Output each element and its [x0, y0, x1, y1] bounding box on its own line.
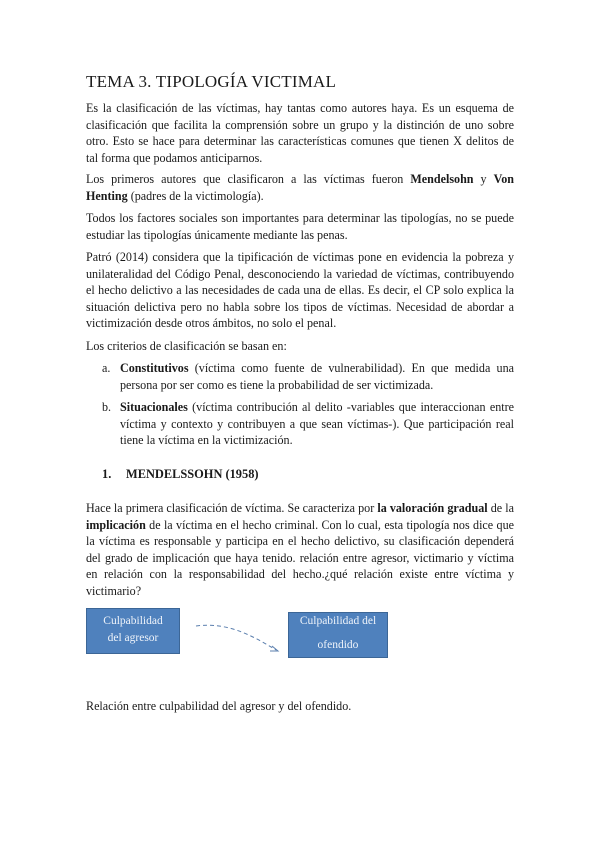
paragraph-criteria-intro: Los criterios de clasificación se basan en:: [86, 339, 287, 353]
diagram-box-offended-guilt: [288, 612, 388, 658]
criterion-description: (víctima como fuente de vulnerabilidad). En que medida una persona por ser como es tiene la probabilidad de ser victimizada.: [120, 361, 514, 392]
box-aggressor-line2: del agresor: [107, 632, 159, 644]
section-heading-text: MENDELSSOHN (1958): [126, 467, 259, 481]
page-title: TEMA 3. TIPOLOGÍA VICTIMAL: [86, 72, 337, 91]
box-offended-line1: Culpabilidad del: [299, 615, 377, 627]
paragraph-mendelssohn: [86, 500, 514, 600]
criterion-description: (víctima contribución al delito -variables que interaccionan entre víctima y contexto y contribuyen a que sean víctimas-). Que participación real tiene la víctima en la victimización.: [120, 400, 514, 448]
first-authors-conjunction: y: [473, 172, 494, 186]
emphasis-valoracion-gradual: la valoración gradual: [377, 501, 488, 515]
diagram-dashed-arrow: [180, 614, 290, 656]
paragraph-first-authors: [86, 171, 514, 204]
term-situacionales: Situacionales: [120, 400, 188, 414]
paragraph-patro: Patró (2014) considera que la tipificación de víctimas pone en evidencia la pobreza y unilateralidad del Código Penal, desconociendo la variedad de víctimas, contribuyendo el hecho delictivo a las necesidades de cada una de ellas. Es decir, el CP solo explica la situación delictiva pero no habla sobre los tipos de víctimas. Necesidad de abordar a victimización desde otros ámbitos, no solo el penal.: [86, 250, 514, 331]
term-constitutivos: Constitutivos: [120, 361, 189, 375]
box-offended-line2: ofendido: [317, 639, 359, 651]
emphasis-implicacion: implicación: [86, 517, 146, 532]
diagram-caption: Relación entre culpabilidad del agresor y del ofendido.: [86, 699, 352, 713]
author-mendelsohn: Mendelsohn: [410, 172, 474, 186]
list-marker: b.: [102, 400, 112, 414]
diagram-box-aggressor-guilt: [86, 608, 180, 654]
list-item-body: [120, 360, 514, 393]
paragraph-social-factors: Todos los factores sociales son importantes para determinar las tipologías, no se puede estudiar las tipologías únicamente mediante las penas.: [86, 211, 514, 242]
author-von-henting: Von Henting: [86, 172, 515, 203]
section-number: 1.: [102, 467, 112, 481]
list-marker: a.: [102, 361, 111, 375]
first-authors-lead: Los primeros autores que clasificaron a las víctimas fueron: [86, 172, 411, 186]
arrow-curve: [196, 625, 276, 650]
section-heading-mendelssohn: [86, 467, 259, 482]
mendelssohn-text-c: de la víctima en el hecho criminal. Con lo cual, esta tipología nos dice que la víctima es responsable y participa en el hecho delictivo, su clasificación dependerá del grado de implicación que haya tenido. relación entre agresor, victimario y víctima en relación con la responsabilidad del hecho.¿qué relación existe entre víctima y victimario?: [86, 517, 514, 598]
box-aggressor-line1: Culpabilidad: [103, 615, 163, 627]
mendelssohn-text-b: de la: [487, 501, 514, 515]
first-authors-tail: (padres de la victimología).: [127, 188, 264, 203]
mendelssohn-text-a: Hace la primera clasificación de víctima. Se caracteriza por: [86, 501, 378, 515]
paragraph-definition: Es la clasificación de las víctimas, hay tantas como autores haya. Es un esquema de clasificación que facilita la comprensión sobre un grupo y la distinción de uno sobre otro. Esto se hace para determinar las características comunes que tienen X delitos de tal forma que podamos anticiparnos.: [86, 101, 514, 165]
list-item-body: [120, 399, 514, 449]
